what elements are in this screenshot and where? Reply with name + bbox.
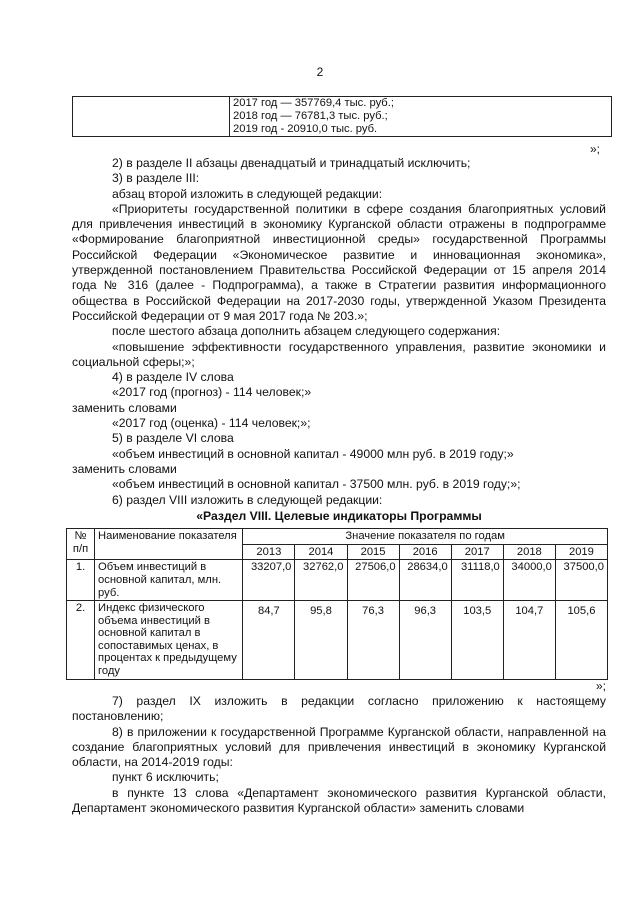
paragraph: абзац второй изложить в следующей редакции: <box>112 186 383 201</box>
year-header: 2013 <box>243 544 295 560</box>
indicator-value: 31118,0 <box>451 560 503 601</box>
indicator-name: Объем инвестиций в основной капитал, млн. руб. <box>95 560 243 601</box>
indicator-value: 33207,0 <box>243 560 295 601</box>
paragraph: после шестого абзаца дополнить абзацем следующего содержания: <box>112 324 501 339</box>
indicator-value: 34000,0 <box>503 560 555 601</box>
funding-table-fragment <box>72 96 612 137</box>
paragraph: «объем инвестиций в основной капитал - 37500 млн. руб. в 2019 году;»; <box>112 477 521 492</box>
indicator-value: 95,8 <box>295 601 347 680</box>
col-name-header: Наименование показателя <box>95 529 243 560</box>
table-row <box>67 601 608 680</box>
year-header: 2019 <box>555 544 607 560</box>
paragraph: 7) раздел IX изложить в редакции согласно приложению к настоящему постановлению; <box>72 693 606 724</box>
paragraph: «2017 год (оценка) - 114 человек;»; <box>112 416 311 431</box>
indicator-name: Индекс физического объема инвестиций в основной капитал в сопоставимых ценах, в процентах к предыдущему году <box>95 601 243 680</box>
indicator-value: 104,7 <box>503 601 555 680</box>
funding-row: 2018 год — 76781,3 тыс. руб.; <box>230 110 612 123</box>
paragraph: 3) в разделе III: <box>112 171 200 186</box>
paragraph: «2017 год (прогноз) - 114 человек;» <box>112 385 312 400</box>
year-header: 2018 <box>503 544 555 560</box>
row-number: 1. <box>67 560 95 601</box>
paragraph: «Приоритеты государственной политики в сфере создания благоприятных условий для привлечения инвестиций в экономику Курганской области отражены в подпрограмме «Формирование благоприятной инвестиционной среды» государственной Программы Российской Федерации «Экономическое развитие и инновационная экономика», утвержденной постановлением Правительства Российской Федерации от 15 апреля 2014 года № 316 (далее - Подпрограмма), а также в Стратегии развития информационного общества в Российской Федерации на 2017-2030 годы, утвержденной Указом Президента Российской Федерации от 9 мая 2017 года № 203.»; <box>72 201 606 323</box>
indicator-value: 105,6 <box>555 601 607 680</box>
col-num-header: № п/п <box>67 529 95 560</box>
amendment-paragraphs <box>72 156 606 508</box>
col-values-header: Значение показателя по годам <box>243 529 608 545</box>
paragraph: 6) раздел VIII изложить в следующей редакции: <box>112 492 383 507</box>
funding-row: 2017 год — 357769,4 тыс. руб.; <box>230 97 612 111</box>
indicator-value: 103,5 <box>451 601 503 680</box>
indicator-value: 84,7 <box>243 601 295 680</box>
paragraph: заменить словами <box>72 400 177 415</box>
paragraph: 4) в разделе IV слова <box>112 370 234 385</box>
paragraph: 5) в разделе VI слова <box>112 431 234 446</box>
indicator-value: 96,3 <box>399 601 451 680</box>
paragraph: «объем инвестиций в основной капитал - 49000 млн руб. в 2019 году;» <box>112 446 514 461</box>
indicator-value: 37500,0 <box>555 560 607 601</box>
year-header: 2014 <box>295 544 347 560</box>
year-header: 2015 <box>347 544 399 560</box>
indicator-value: 27506,0 <box>347 560 399 601</box>
indicator-value: 32762,0 <box>295 560 347 601</box>
quote-end-mark-2: »; <box>595 678 606 693</box>
quote-end-mark: »; <box>590 142 601 156</box>
row-number: 2. <box>67 601 95 680</box>
year-header: 2016 <box>399 544 451 560</box>
document-body <box>72 156 606 816</box>
section-heading: «Раздел VIII. Целевые индикаторы Программы <box>196 508 482 523</box>
year-header: 2017 <box>451 544 503 560</box>
funding-row: 2019 год - 20910,0 тыс. руб. <box>230 123 612 137</box>
indicator-value: 28634,0 <box>399 560 451 601</box>
indicator-table <box>66 528 608 680</box>
paragraph: 8) в приложении к государственной Программе Курганской области, направленной на создание благоприятных условий для привлечения инвестиций в экономику Курганской области, на 2014-2019 годы: <box>72 724 606 770</box>
after-paragraphs <box>72 694 606 816</box>
paragraph: пункт 6 исключить; <box>112 770 219 785</box>
page-number: 2 <box>316 65 324 79</box>
table-row <box>67 560 608 601</box>
indicator-value: 76,3 <box>347 601 399 680</box>
paragraph: в пункте 13 слова «Департамент экономического развития Курганской области, Департамент экономического развития Курганской области» заменить словами <box>72 785 606 816</box>
paragraph: заменить словами <box>72 461 177 476</box>
paragraph: «повышение эффективности государственного управления, развитие экономики и социальной сферы;»; <box>72 339 606 369</box>
paragraph: 2) в разделе II абзацы двенадцатый и тринадцатый исключить; <box>112 156 471 170</box>
